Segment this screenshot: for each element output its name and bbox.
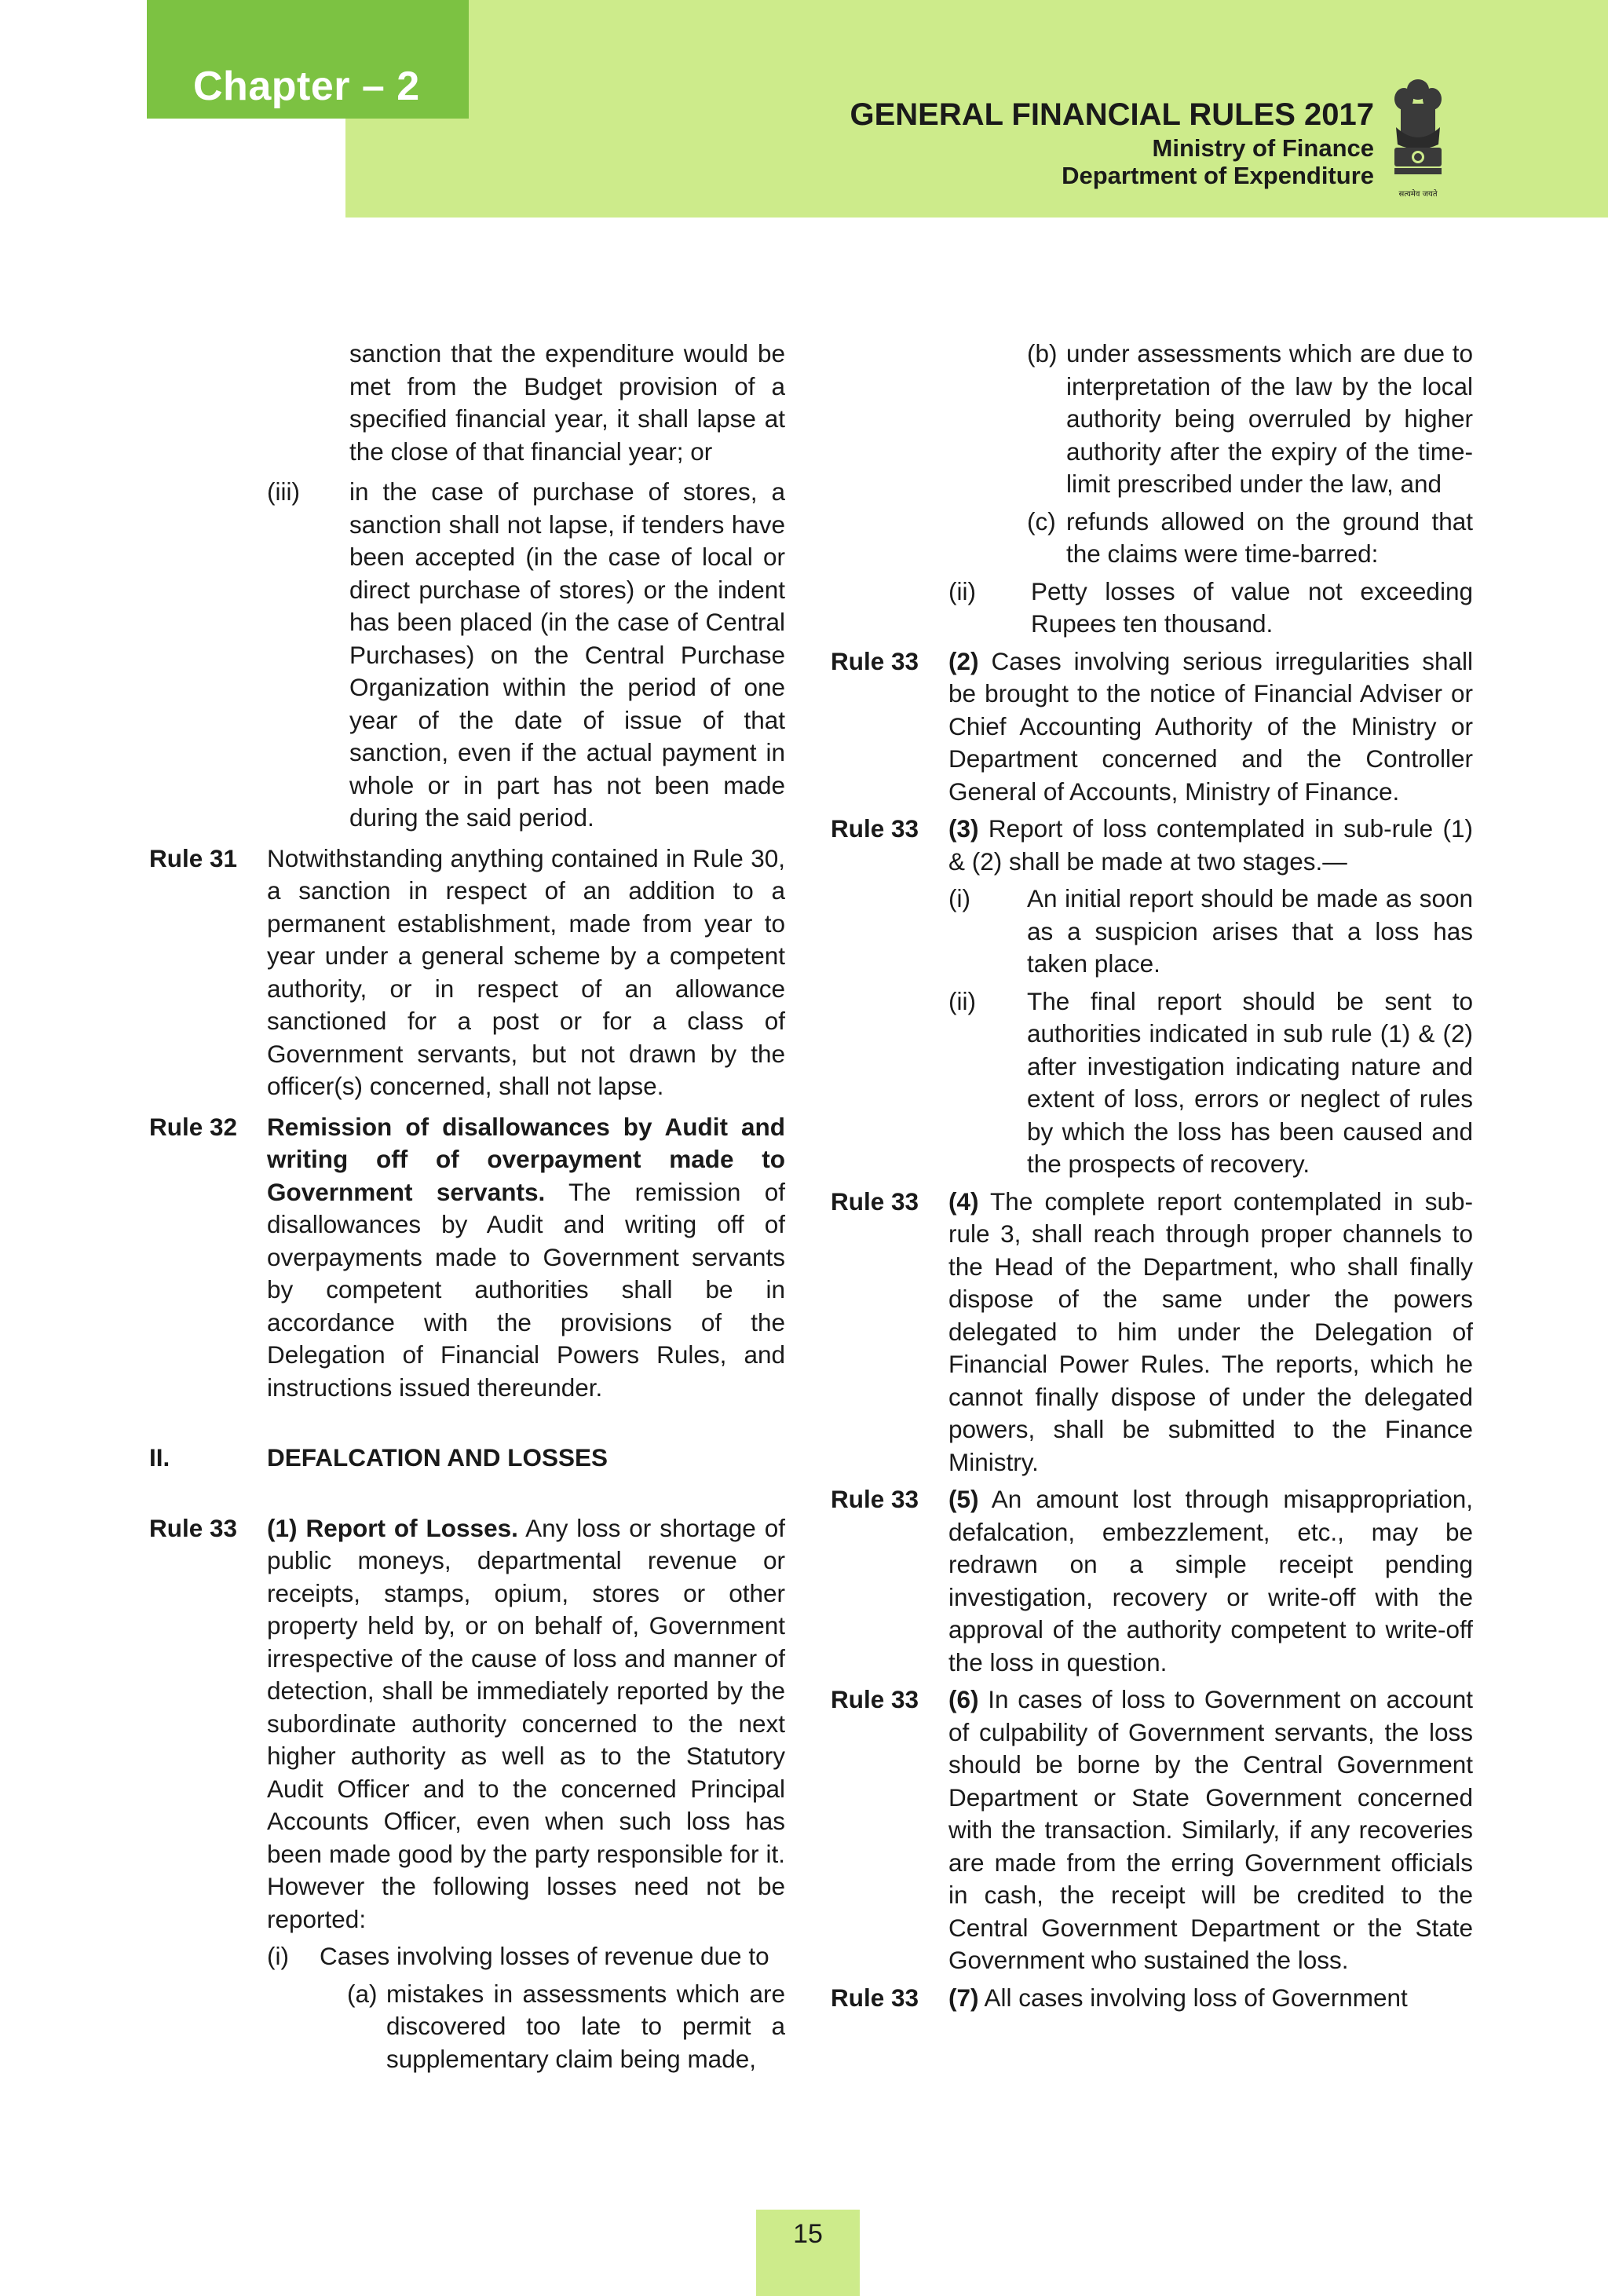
- rule-label: Rule 33: [831, 646, 919, 675]
- rule-33-5: Rule 33 (5) An amount lost through misappropriation, defalcation, embezzlement, etc., may be redrawn on a simple receipt pending investigation, recovery or write-off with the approval of the authority competent to write-off the loss in question.: [831, 1485, 1473, 1676]
- clause-number: (a): [347, 1979, 378, 2008]
- rule-32: Rule 32 Remission of disallowances by Audit and writing off of overpayment made to Government servants. The remission of disallowances by Audit and writing off of overpayments made to Government servants by competent authorities shall be in accordance with the provisions of the Delegation of Financial Powers Rules, and instructions issued thereunder.: [149, 1112, 785, 1402]
- ministry-name: Ministry of Finance: [1152, 134, 1374, 162]
- clause-iii: (iii) in the case of purchase of stores, a sanction shall not lapse, if tenders have been accepted (in the case of local or direct purchase of stores) or the indent has been placed (in the case of Central Purchases) on the Central Purchase Organization within the period of one year of the date of issue of that sanction, even if the actual payment in whole or in part has not been made during the said period.: [267, 477, 785, 832]
- clause-3-i: (i) An initial report should be made as soon as a suspicion arises that a loss has taken place.: [948, 884, 1473, 978]
- clause-number: (ii): [948, 576, 976, 605]
- clause-c: (c) refunds allowed on the ground that the claims were time-barred:: [1027, 506, 1473, 568]
- clause-number: (iii): [267, 477, 300, 506]
- rule-heading: Remission of disallowances by Audit and writing off of overpayment made to Government servants.: [267, 1112, 785, 1206]
- clause-i: (i) Cases involving losses of revenue due to: [149, 1940, 785, 1973]
- rule-label: Rule 33: [831, 1685, 919, 1713]
- clause-number: (c): [1027, 506, 1056, 536]
- section-number: II.: [149, 1443, 170, 1472]
- department-name: Department of Expenditure: [1062, 162, 1374, 189]
- clause-ii: (ii) Petty losses of value not exceeding Rupees ten thousand.: [948, 576, 1473, 638]
- page-number: 15: [793, 2219, 823, 2249]
- right-column: [831, 338, 1473, 2014]
- clause-number: (i): [948, 884, 970, 912]
- rule-31: Rule 31 Notwithstanding anything contained in Rule 30, a sanction in respect of an addition to a permanent establishment, made from year to year under a general scheme by a competent authority, or in respect of an allowance sanctioned for a post or for a class of Government servants, but not drawn by the officer(s) concerned, shall not lapse.: [149, 843, 785, 1100]
- continuation-text: sanction that the expenditure would be met from the Budget provision of a specified financial year, it shall lapse at the close of that financial year; or: [349, 339, 785, 466]
- rule-33-6: Rule 33 (6) In cases of loss to Government on account of culpability of Government servants, the loss should be borne by the Central Government Department or State Government concerned with the transaction. Similarly, if any recoveries are made from the erring Government officials in cash, the receipt will be credited to the Central Government Department or the State Government who sustained the loss.: [831, 1685, 1473, 1974]
- left-column: [149, 338, 785, 2075]
- clause-3-ii: (ii) The final report should be sent to authorities indicated in sub rule (1) & (2) after investigation indicating nature and extent of loss, errors or neglect of rules by which the loss has been caused and the prospects of recovery.: [948, 986, 1473, 1178]
- clause-a: (a) mistakes in assessments which are discovered too late to permit a supplementary claim being made,: [347, 1979, 785, 2073]
- rule-label: Rule 33: [831, 1485, 919, 1513]
- clause-number: (b): [1027, 339, 1058, 367]
- document-title: GENERAL FINANCIAL RULES 2017: [850, 97, 1374, 132]
- rule-33-4: Rule 33 (4) The complete report contemplated in sub-rule 3, shall reach through proper channels to the Head of the Department, who shall finally dispose of the same under the powers delegated to him under the Delegation of Financial Power Rules. The reports, which he cannot finally dispose of under the delegated powers, shall be submitted to the Finance Ministry.: [831, 1186, 1473, 1476]
- rule-label: Rule 32: [149, 1112, 238, 1141]
- national-emblem-icon: [1390, 72, 1446, 206]
- clause-b: (b) under assessments which are due to interpretation of the law by the local authority being overruled by higher authority after the expiry of the time-limit prescribed under the law, and: [1027, 339, 1473, 498]
- chapter-label: Chapter – 2: [193, 64, 420, 109]
- rule-33-2: Rule 33 (2) Cases involving serious irregularities shall be brought to the notice of Financial Adviser or Chief Accounting Authority of the Ministry or Department concerned and the Controller General of Accounts, Ministry of Finance.: [831, 646, 1473, 806]
- section-heading: [149, 1442, 785, 1475]
- rule-label: Rule 31: [149, 843, 238, 872]
- rule-heading: (1) Report of Losses.: [267, 1513, 518, 1542]
- rule-label: Rule 33: [149, 1513, 238, 1542]
- rule-33-3: Rule 33 (3) Report of loss contemplated in sub-rule (1) & (2) shall be made at two stages.—: [831, 814, 1473, 876]
- rule-label: Rule 33: [831, 1983, 919, 2012]
- clause-number: (ii): [948, 986, 976, 1015]
- emblem-caption: सत्यमेव जयते: [1398, 190, 1438, 199]
- clause-number: (i): [267, 1942, 289, 1970]
- rule-33-7: Rule 33 (7) All cases involving loss of Government: [831, 1982, 1473, 2015]
- rule-label: Rule 33: [831, 1186, 919, 1216]
- rule-33-1: Rule 33 (1) Report of Losses. Any loss or shortage of public moneys, departmental revenue or receipts, stamps, opium, stores or other property held by, or on behalf of, Government irrespective of the cause of loss and manner of detection, shall be immediately reported by the subordinate authority concerned to the next higher authority as well as to the Statutory Audit Officer and to the concerned Principal Accounts Officer, even when such loss has been made good by the party responsible for it. However the following losses need not be reported:: [149, 1513, 786, 1933]
- rule-label: Rule 33: [831, 814, 919, 843]
- section-title: DEFALCATION AND LOSSES: [267, 1443, 608, 1472]
